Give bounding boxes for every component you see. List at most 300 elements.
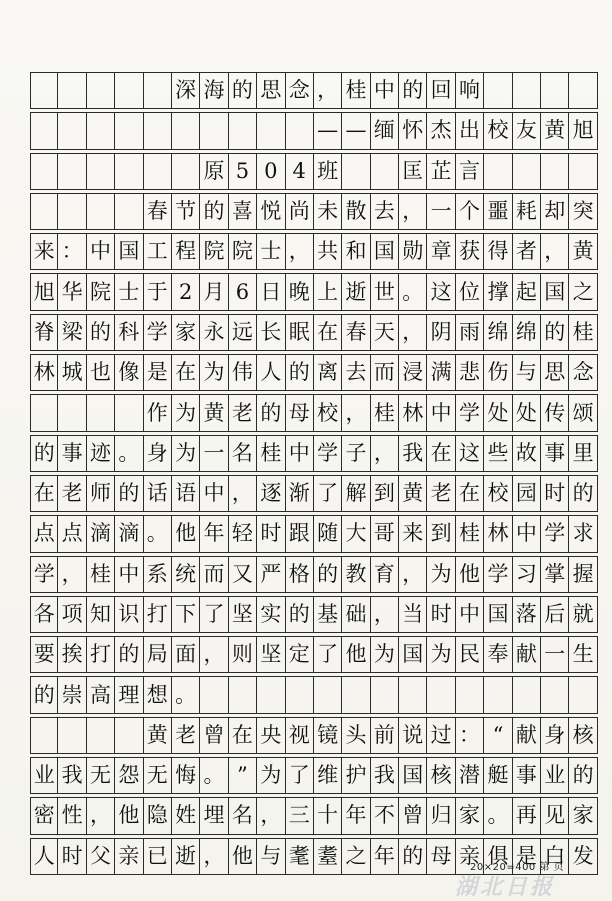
- grid-cell: 母: [285, 394, 314, 431]
- grid-cell: ”: [228, 757, 257, 794]
- grid-cell: [370, 153, 399, 190]
- grid-cell: 事: [57, 435, 86, 472]
- grid-cell: 中: [370, 72, 399, 109]
- grid-cell: ，: [228, 475, 257, 512]
- grid-cell: 就: [568, 596, 597, 633]
- grid-cell: 而: [370, 354, 399, 391]
- grid-cell: 绵: [512, 314, 541, 351]
- grid-cell: 桂: [370, 394, 399, 431]
- grid-cell: ，: [398, 556, 427, 593]
- grid-cell: 撑: [483, 273, 512, 310]
- grid-cell: 士: [256, 233, 285, 270]
- grid-cell: 家: [568, 797, 597, 834]
- grid-cell: 他: [455, 556, 484, 593]
- grid-cell: 林: [30, 354, 58, 391]
- grid-cell: 业: [540, 757, 569, 794]
- grid-cell: 落: [512, 596, 541, 633]
- grid-cell: 念: [568, 354, 597, 391]
- grid-cell: 不: [370, 797, 399, 834]
- grid-cell: [57, 72, 86, 109]
- grid-cell: ，: [57, 556, 86, 593]
- grid-cell: [285, 112, 314, 149]
- grid-cell: 离: [313, 354, 342, 391]
- grid-cell: 在: [228, 717, 257, 754]
- grid-cell: 名: [228, 797, 257, 834]
- grid-cell: [143, 112, 172, 149]
- grid-cell: 起: [512, 273, 541, 310]
- grid-cell: 月: [199, 273, 228, 310]
- grid-cell: 镜: [313, 717, 342, 754]
- grid-cell: 程: [171, 233, 200, 270]
- grid-cell: 核: [568, 717, 597, 754]
- grid-cell: 我: [398, 435, 427, 472]
- grid-cell: 各: [30, 596, 58, 633]
- grid-cell: 崇: [57, 676, 86, 713]
- grid-cell: 国: [114, 233, 143, 270]
- grid-cell: 定: [285, 636, 314, 673]
- grid-cell: 为: [370, 636, 399, 673]
- grid-cell: 旭: [30, 273, 58, 310]
- grid-cell: 国: [398, 636, 427, 673]
- grid-cell: 个: [455, 193, 484, 230]
- grid-cell: 学: [540, 515, 569, 552]
- grid-cell: 中: [426, 394, 455, 431]
- grid-cell: 点: [57, 515, 86, 552]
- grid-cell: 则: [228, 636, 257, 673]
- grid-cell: 却: [540, 193, 569, 230]
- grid-cell: 哥: [370, 515, 399, 552]
- grid-cell: 逝: [341, 273, 370, 310]
- grid-cell: 校: [483, 112, 512, 149]
- manuscript-grid: [30, 72, 598, 875]
- grid-cell: 想: [143, 676, 172, 713]
- grid-cell: 思: [256, 72, 285, 109]
- grid-cell: 人: [30, 838, 58, 875]
- grid-cell: 事: [540, 435, 569, 472]
- grid-cell: 话: [143, 475, 172, 512]
- grid-cell: 城: [57, 354, 86, 391]
- grid-cell: 维: [313, 757, 342, 794]
- grid-cell: 尚: [285, 193, 314, 230]
- grid-cell: 4: [285, 153, 314, 190]
- grid-cell: 悔: [171, 757, 200, 794]
- grid-cell: 科: [114, 314, 143, 351]
- grid-cell: [512, 72, 541, 109]
- grid-cell: 去: [341, 354, 370, 391]
- grid-cell: 士: [114, 273, 143, 310]
- grid-cell: 他: [228, 838, 257, 875]
- grid-cell: 求: [568, 515, 597, 552]
- grid-cell: [341, 676, 370, 713]
- grid-cell: [143, 153, 172, 190]
- grid-cell: 年: [341, 797, 370, 834]
- grid-cell: 学: [313, 435, 342, 472]
- grid-cell: 的: [398, 838, 427, 875]
- grid-cell: 耗: [512, 193, 541, 230]
- grid-cell: 理: [114, 676, 143, 713]
- grid-cell: 中: [114, 556, 143, 593]
- grid-cell: 献: [512, 717, 541, 754]
- grid-cell: 的: [568, 757, 597, 794]
- grid-cell: 他: [171, 515, 200, 552]
- grid-cell: 无: [143, 757, 172, 794]
- grid-cell: 老: [171, 717, 200, 754]
- grid-cell: 国: [483, 596, 512, 633]
- grid-cell: 民: [455, 636, 484, 673]
- grid-cell: 之: [341, 838, 370, 875]
- grid-cell: 为: [426, 556, 455, 593]
- grid-cell: 过: [426, 717, 455, 754]
- grid-cell: [228, 676, 257, 713]
- grid-cell: 原: [199, 153, 228, 190]
- grid-cell: 他: [341, 636, 370, 673]
- grid-cell: 黄: [568, 233, 597, 270]
- grid-cell: 坚: [256, 636, 285, 673]
- grid-cell: 匡: [398, 153, 427, 190]
- grid-cell: 共: [313, 233, 342, 270]
- grid-cell: ，: [398, 314, 427, 351]
- grid-cell: 伟: [228, 354, 257, 391]
- grid-cell: 是: [143, 354, 172, 391]
- grid-cell: 友: [512, 112, 541, 149]
- grid-cell: 散: [341, 193, 370, 230]
- grid-cell: 班: [313, 153, 342, 190]
- grid-cell: 思: [540, 354, 569, 391]
- grid-cell: 天: [370, 314, 399, 351]
- grid-cell: 师: [86, 475, 115, 512]
- grid-cell: 怨: [114, 757, 143, 794]
- grid-cell: —: [341, 112, 370, 149]
- grid-cell: ，: [313, 72, 342, 109]
- grid-cell: 春: [341, 314, 370, 351]
- grid-cell: 里: [568, 435, 597, 472]
- grid-cell: 时: [57, 838, 86, 875]
- grid-cell: ，: [86, 797, 115, 834]
- grid-cell: 俱: [483, 838, 512, 875]
- grid-cell: 晚: [285, 273, 314, 310]
- grid-cell: 下: [171, 596, 200, 633]
- grid-cell: [86, 72, 115, 109]
- grid-cell: 传: [540, 394, 569, 431]
- grid-cell: 身: [143, 435, 172, 472]
- grid-cell: 言: [455, 153, 484, 190]
- grid-cell: 艇: [483, 757, 512, 794]
- grid-cell: 学: [483, 556, 512, 593]
- grid-cell: 突: [568, 193, 597, 230]
- grid-cell: [540, 72, 569, 109]
- grid-cell: [30, 112, 58, 149]
- grid-cell: [455, 676, 484, 713]
- grid-cell: 老: [426, 475, 455, 512]
- grid-cell: 密: [30, 797, 58, 834]
- grid-cell: 园: [512, 475, 541, 512]
- grid-cell: 十: [313, 797, 342, 834]
- grid-cell: 渐: [285, 475, 314, 512]
- grid-cell: 2: [171, 273, 200, 310]
- grid-cell: 核: [426, 757, 455, 794]
- grid-cell: 颂: [568, 394, 597, 431]
- grid-cell: 获: [455, 233, 484, 270]
- grid-cell: 浸: [398, 354, 427, 391]
- grid-cell: 林: [398, 394, 427, 431]
- grid-cell: 。: [114, 435, 143, 472]
- grid-cell: 绵: [483, 314, 512, 351]
- grid-cell: 学: [30, 556, 58, 593]
- grid-cell: 局: [143, 636, 172, 673]
- grid-cell: 学: [455, 394, 484, 431]
- grid-cell: 出: [455, 112, 484, 149]
- grid-cell: [540, 676, 569, 713]
- grid-cell: 桂: [455, 515, 484, 552]
- grid-cell: 发: [568, 838, 597, 875]
- grid-cell: 的: [285, 354, 314, 391]
- grid-cell: 去: [370, 193, 399, 230]
- grid-cell: 为: [171, 394, 200, 431]
- grid-cell: 说: [398, 717, 427, 754]
- grid-cell: 视: [285, 717, 314, 754]
- grid-cell: [114, 193, 143, 230]
- grid-cell: 一: [426, 193, 455, 230]
- grid-cell: 姓: [171, 797, 200, 834]
- grid-cell: ，: [199, 636, 228, 673]
- grid-cell: [370, 676, 399, 713]
- grid-cell: [30, 394, 58, 431]
- grid-cell: 眠: [285, 314, 314, 351]
- grid-cell: 这: [426, 273, 455, 310]
- grid-cell: [512, 153, 541, 190]
- grid-cell: [426, 676, 455, 713]
- grid-cell: 校: [483, 475, 512, 512]
- grid-cell: 当: [398, 596, 427, 633]
- grid-cell: 前: [370, 717, 399, 754]
- grid-cell: 处: [483, 394, 512, 431]
- grid-cell: ，: [370, 435, 399, 472]
- grid-cell: 中: [86, 233, 115, 270]
- grid-cell: [114, 717, 143, 754]
- grid-cell: 了: [313, 636, 342, 673]
- grid-cell: 脊: [30, 314, 58, 351]
- grid-cell: 耋: [313, 838, 342, 875]
- grid-cell: ，: [398, 193, 427, 230]
- grid-cell: 事: [512, 757, 541, 794]
- grid-cell: 的: [568, 475, 597, 512]
- grid-cell: [171, 153, 200, 190]
- grid-cell: [285, 676, 314, 713]
- grid-spec-footer: 20×20=400 第 页: [470, 862, 565, 873]
- grid-cell: 雨: [455, 314, 484, 351]
- grid-cell: 滴: [86, 515, 115, 552]
- grid-cell: 为: [199, 354, 228, 391]
- grid-cell: 黄: [540, 112, 569, 149]
- grid-cell: 的: [398, 72, 427, 109]
- grid-cell: 隐: [143, 797, 172, 834]
- grid-cell: 实: [256, 596, 285, 633]
- watermark: 湖北日报: [455, 875, 556, 900]
- grid-cell: 我: [57, 757, 86, 794]
- grid-cell: 握: [568, 556, 597, 593]
- grid-cell: 桂: [341, 72, 370, 109]
- grid-cell: 华: [57, 273, 86, 310]
- grid-cell: 中: [512, 515, 541, 552]
- grid-cell: [483, 72, 512, 109]
- grid-cell: [540, 153, 569, 190]
- grid-cell: 桂: [568, 314, 597, 351]
- grid-cell: 学: [143, 314, 172, 351]
- grid-cell: [30, 717, 58, 754]
- grid-cell: 的: [313, 556, 342, 593]
- grid-cell: 央: [256, 717, 285, 754]
- grid-cell: ，: [256, 797, 285, 834]
- grid-cell: 老: [228, 394, 257, 431]
- grid-cell: 黄: [199, 394, 228, 431]
- grid-cell: 深: [171, 72, 200, 109]
- grid-cell: 为: [256, 757, 285, 794]
- grid-cell: 噩: [483, 193, 512, 230]
- grid-cell: 的: [285, 596, 314, 633]
- grid-cell: [568, 153, 597, 190]
- grid-cell: [114, 72, 143, 109]
- grid-cell: 曾: [199, 717, 228, 754]
- grid-cell: 之: [568, 273, 597, 310]
- grid-cell: 统: [171, 556, 200, 593]
- grid-cell: 要: [30, 636, 58, 673]
- grid-cell: 年: [370, 838, 399, 875]
- grid-cell: ，: [370, 596, 399, 633]
- grid-cell: 育: [370, 556, 399, 593]
- grid-cell: 者: [512, 233, 541, 270]
- grid-cell: 名: [228, 435, 257, 472]
- grid-cell: 像: [114, 354, 143, 391]
- grid-cell: 与: [512, 354, 541, 391]
- grid-cell: [568, 676, 597, 713]
- grid-cell: 芷: [426, 153, 455, 190]
- grid-cell: 阴: [426, 314, 455, 351]
- grid-cell: 和: [341, 233, 370, 270]
- grid-cell: 亲: [455, 838, 484, 875]
- grid-cell: 献: [512, 636, 541, 673]
- grid-cell: 为: [426, 636, 455, 673]
- grid-cell: [114, 394, 143, 431]
- grid-cell: 再: [512, 797, 541, 834]
- grid-cell: 滴: [114, 515, 143, 552]
- grid-cell: 远: [228, 314, 257, 351]
- grid-cell: 。: [483, 797, 512, 834]
- grid-cell: 国: [370, 233, 399, 270]
- grid-cell: 。: [143, 515, 172, 552]
- grid-cell: 0: [256, 153, 285, 190]
- grid-cell: 于: [143, 273, 172, 310]
- grid-cell: ，: [285, 233, 314, 270]
- grid-cell: [171, 112, 200, 149]
- grid-cell: 桂: [256, 435, 285, 472]
- grid-cell: 悲: [455, 354, 484, 391]
- grid-cell: 梁: [57, 314, 86, 351]
- grid-cell: 的: [86, 314, 115, 351]
- grid-cell: 又: [228, 556, 257, 593]
- grid-cell: [483, 676, 512, 713]
- grid-cell: 了: [313, 475, 342, 512]
- grid-cell: 身: [540, 717, 569, 754]
- grid-cell: 迹: [86, 435, 115, 472]
- grid-cell: 耄: [285, 838, 314, 875]
- grid-cell: 国: [540, 273, 569, 310]
- grid-cell: 轻: [228, 515, 257, 552]
- grid-cell: 章: [426, 233, 455, 270]
- grid-cell: 而: [199, 556, 228, 593]
- grid-cell: 解: [341, 475, 370, 512]
- grid-cell: 家: [171, 314, 200, 351]
- grid-cell: 作: [143, 394, 172, 431]
- grid-cell: 家: [455, 797, 484, 834]
- grid-cell: 见: [540, 797, 569, 834]
- grid-cell: 坚: [228, 596, 257, 633]
- grid-cell: 在: [313, 314, 342, 351]
- grid-cell: 。: [398, 273, 427, 310]
- grid-cell: [256, 676, 285, 713]
- grid-cell: 的: [114, 475, 143, 512]
- grid-cell: ：: [57, 233, 86, 270]
- grid-cell: 跟: [285, 515, 314, 552]
- grid-cell: 曾: [398, 797, 427, 834]
- grid-cell: 了: [199, 596, 228, 633]
- grid-cell: 系: [143, 556, 172, 593]
- grid-cell: 的: [228, 72, 257, 109]
- grid-cell: 随: [313, 515, 342, 552]
- grid-cell: 掌: [540, 556, 569, 593]
- grid-cell: 也: [86, 354, 115, 391]
- grid-cell: [398, 676, 427, 713]
- grid-cell: 回: [426, 72, 455, 109]
- grid-cell: 杰: [426, 112, 455, 149]
- grid-cell: 逐: [256, 475, 285, 512]
- grid-cell: [114, 112, 143, 149]
- grid-cell: 处: [512, 394, 541, 431]
- grid-cell: 伤: [483, 354, 512, 391]
- grid-cell: 满: [426, 354, 455, 391]
- grid-cell: 故: [512, 435, 541, 472]
- grid-cell: [143, 72, 172, 109]
- grid-cell: 来: [30, 233, 58, 270]
- grid-cell: 到: [426, 515, 455, 552]
- grid-cell: 埋: [199, 797, 228, 834]
- grid-cell: 春: [143, 193, 172, 230]
- grid-cell: 得: [483, 233, 512, 270]
- grid-cell: 。: [171, 676, 200, 713]
- grid-cell: 位: [455, 273, 484, 310]
- grid-cell: 项: [57, 596, 86, 633]
- grid-cell: 子: [341, 435, 370, 472]
- grid-cell: 打: [86, 636, 115, 673]
- grid-cell: [86, 193, 115, 230]
- grid-cell: 潜: [455, 757, 484, 794]
- grid-cell: 高: [86, 676, 115, 713]
- grid-cell: 格: [285, 556, 314, 593]
- grid-cell: 他: [114, 797, 143, 834]
- grid-cell: [86, 112, 115, 149]
- grid-cell: [228, 112, 257, 149]
- grid-cell: [86, 394, 115, 431]
- grid-cell: 础: [341, 596, 370, 633]
- grid-cell: [57, 394, 86, 431]
- grid-cell: 黄: [143, 717, 172, 754]
- grid-cell: 生: [568, 636, 597, 673]
- grid-cell: 。: [199, 757, 228, 794]
- grid-cell: 护: [341, 757, 370, 794]
- grid-cell: [199, 676, 228, 713]
- grid-cell: 我: [370, 757, 399, 794]
- grid-cell: [57, 112, 86, 149]
- grid-cell: 5: [228, 153, 257, 190]
